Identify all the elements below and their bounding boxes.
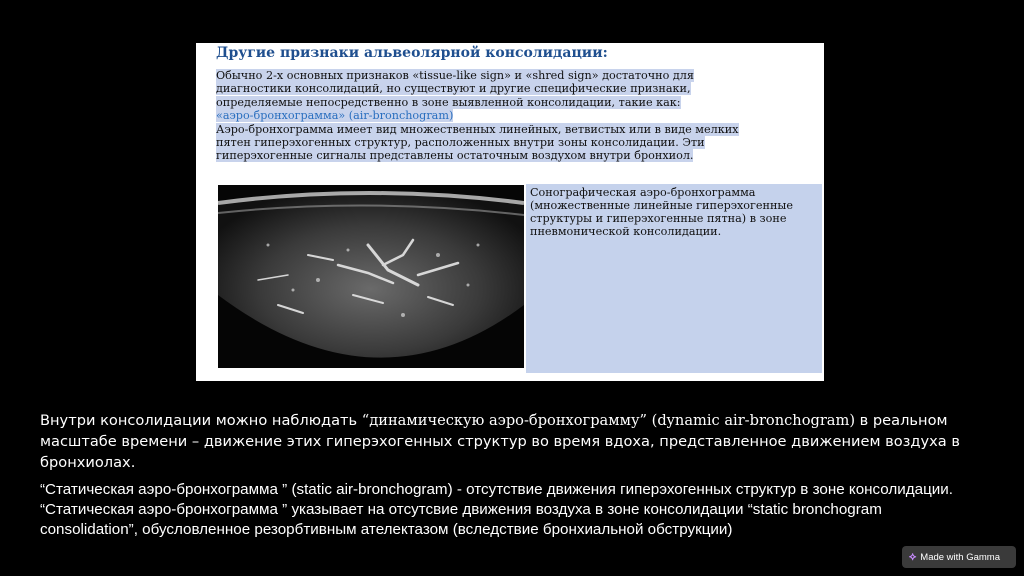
description-line-2: пятен гиперэхогенных структур, расположенных внутри зоны консолидации. Эти	[216, 136, 705, 150]
figure-caption: Сонографическая аэро-бронхограмма (множественные линейные гиперэхогенные структуры и гиперэхогенные пятна) в зоне пневмонической консолидации.	[530, 186, 793, 238]
slide-figure	[196, 43, 824, 381]
gamma-logo-icon: ⟡	[909, 550, 917, 563]
p1-quote: “динамическую аэро-бронхограмму” (dynamic air-bronchogram)	[361, 412, 856, 429]
description-line-1: Аэро-бронхограмма имеет вид множественных линейных, ветвистых или в виде мелких	[216, 122, 739, 136]
intro-line-1: Обычно 2-х основных признаков «tissue-like sign» и «shred sign» достаточно для	[216, 69, 694, 82]
static-bronchogram-text	[40, 480, 980, 540]
ultrasound-scan-graphic	[218, 185, 524, 368]
badge-label: Made with Gamma	[920, 551, 1001, 563]
description-line-3: гиперэхогенные сигналы представлены остаточным воздухом внутри бронхиол.	[216, 149, 694, 163]
intro-line-3: определяемые непосредственно в зоне выявленной консолидации, такие как:	[216, 95, 681, 109]
caption-box	[526, 184, 822, 373]
p1-text-before: Внутри консолидации можно наблюдать	[40, 412, 362, 429]
static-bronchogram-paragraph-1: “Статическая аэро-бронхограмма ” (static air-bronchogram) - отсутствие движения гиперэхогенных структур в зоне консолидации.	[40, 481, 953, 498]
dynamic-bronchogram-paragraph	[40, 410, 980, 473]
p1-text-after: в реальном масштабе времени – движение этих гиперэхогенных структур во время вдоха, представленное движением воздуха в бронхиолах.	[40, 412, 960, 471]
made-with-gamma-badge[interactable]	[902, 546, 1016, 568]
figure-title: Другие признаки альвеолярной консолидации:	[216, 45, 608, 61]
ultrasound-image	[218, 185, 524, 368]
figure-intro	[216, 69, 806, 163]
static-bronchogram-paragraph-2: “Статическая аэро-бронхограмма ” указывает на отсутсвие движения воздуха в зоне консолидации “static bronchogram consolidation”, обусловленное резорбтивным ателектазом (вследствие бронхиальной обструкции)	[40, 501, 882, 538]
air-bronchogram-term: «аэро-бронхограмма» (air-bronchogram)	[216, 109, 454, 123]
intro-line-2: диагностики консолидаций, но существуют и другие специфические признаки,	[216, 82, 691, 96]
